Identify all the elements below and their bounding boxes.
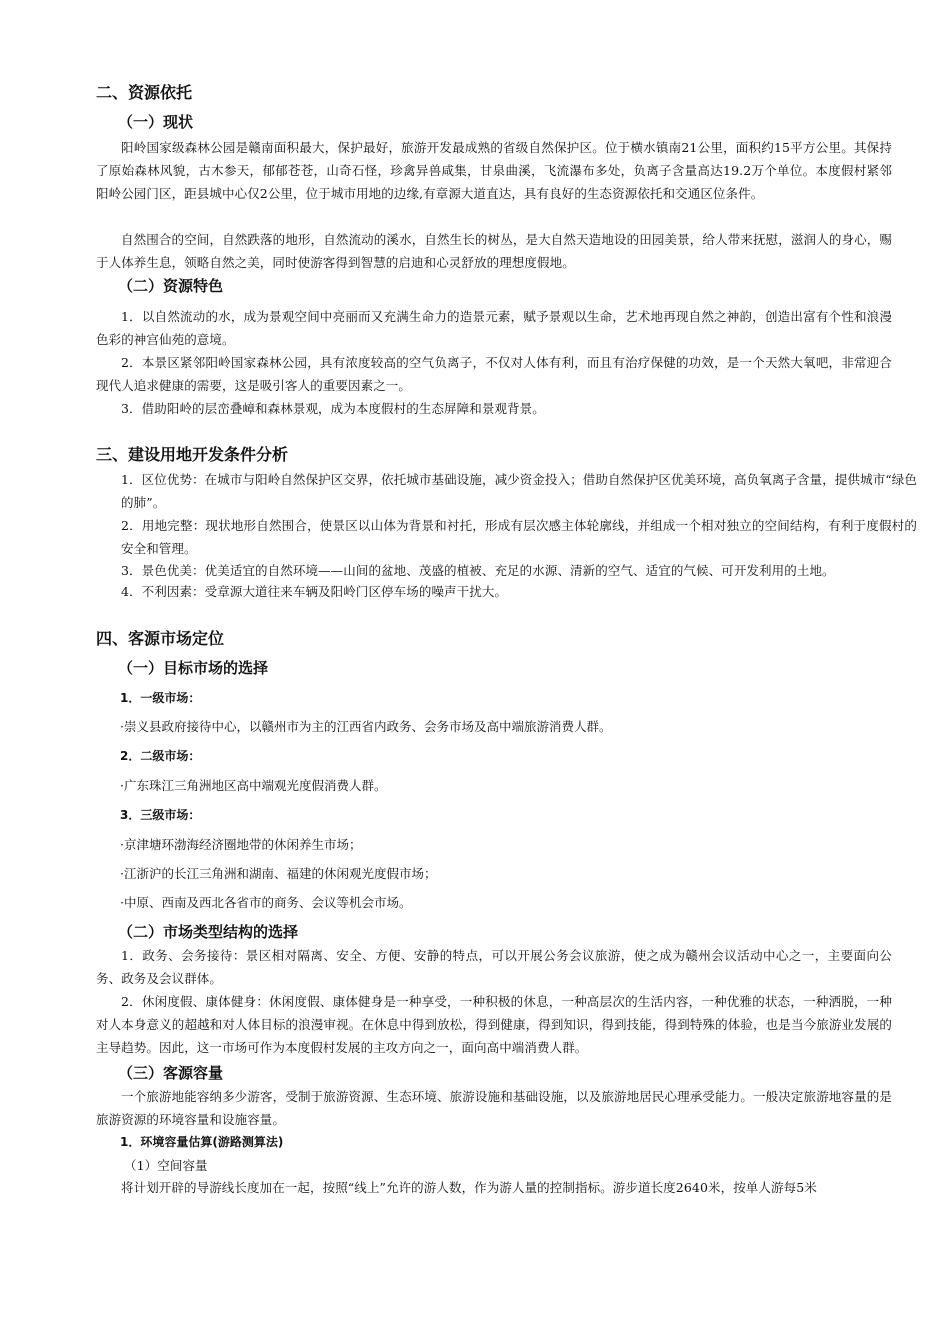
subsection-title-capacity: （三）客源容量	[118, 1064, 224, 1082]
section-title-land: 三、建设用地开发条件分析	[96, 445, 289, 464]
subsection-title-status: （一）现状	[118, 113, 194, 131]
paragraph-structure-2: 2．休闲度假、康体健身：休闲度假、康体健身是一种享受，一种积极的休息，一种高层次的生活内容，一种优雅的状态，一种洒脱，一种对人本身意义的超越和对人体目标的浪漫审视。在休息中得到放松，得到健康，得到知识，得到技能，得到特殊的体验，也是当今旅游业发展的主导趋势。因此，这一市场可作为本度假村发展的主攻方向之一，面向高中端消费人群。	[96, 994, 892, 1055]
section-title-market: 四、客源市场定位	[96, 629, 225, 648]
paragraph-status-1: 阳岭国家级森林公园是赣南面积最大，保护最好，旅游开发最成熟的省级自然保护区。位于横水镇南21公里，面积约15平方公里。其保持了原始森林风貌，古木参天，郁郁苍苍，山奇石怪，珍禽异兽咸集，甘泉曲溪，飞流瀑布多处，负离子含量高达19.2万个单位。本度假村紧邻阳岭公园门区，距县城中心仅2公里，位于城市用地的边缘,有章源大道直达，具有良好的生态资源依托和交通区位条件。	[96, 140, 892, 201]
paragraph-feature-2: 2．本景区紧邻阳岭国家森林公园，具有浓度较高的空气负离子，不仅对人体有利，而且有治疗保健的功效，是一个天然大氧吧，非常迎合现代人追求健康的需要，这是吸引客人的重要因素之一。	[96, 355, 892, 393]
paragraph-feature-3: 3．借助阳岭的层峦叠嶂和森林景观，成为本度假村的生态屏障和景观背景。	[121, 401, 545, 416]
capacity-estimate-heading: 1．环境容量估算(游路测算法)	[120, 1135, 284, 1149]
market-tier-3-item-3: ·中原、西南及西北各省市的商务、会议等机会市场。	[120, 895, 412, 910]
paragraph-structure-1: 1．政务、会务接待：景区相对隔离、安全、方便、安静的特点，可以开展公务会议旅游，使之成为赣州会议活动中心之一，主要面向公务、政务及会议群体。	[96, 948, 892, 986]
market-tier-2-title: 2．二级市场：	[120, 749, 201, 763]
section-title-resources: 二、资源依托	[96, 83, 193, 102]
capacity-space-heading: （1）空间容量	[124, 1158, 208, 1173]
paragraph-capacity-2: 将计划开辟的导游线长度加在一起，按照“线上”允许的游人数，作为游人量的控制指标。游步道长度2640米，按单人游每5米	[121, 1180, 817, 1195]
market-tier-3-item-1: ·京津塘环渤海经济圈地带的休闲养生市场；	[120, 837, 362, 852]
market-tier-2-item: ·广东珠江三角洲地区高中端观光度假消费人群。	[120, 778, 387, 793]
paragraph-capacity-1: 一个旅游地能容纳多少游客，受制于旅游资源、生态环境、旅游设施和基础设施，以及旅游地居民心理承受能力。一般决定旅游地容量的是旅游资源的环境容量和设施容量。	[96, 1089, 892, 1127]
market-tier-3-title: 3．三级市场：	[120, 808, 201, 822]
market-tier-1-title: 1．一级市场：	[120, 691, 201, 705]
paragraph-feature-1: 1．以自然流动的水，成为景观空间中亮丽而又充满生命力的造景元素，赋予景观以生命，艺术地再现自然之神韵，创造出富有个性和浪漫色彩的神宫仙苑的意境。	[96, 309, 892, 347]
paragraph-status-2: 自然围合的空间，自然跌落的地形，自然流动的溪水，自然生长的树丛，是大自然天造地设的田园美景，给人带来抚慰，滋润人的身心，赐于人体养生息，领略自然之美，同时使游客得到智慧的启迪和心灵舒放的理想度假地。	[96, 232, 892, 270]
subsection-title-target: （一）目标市场的选择	[118, 659, 269, 677]
paragraph-land-4: 4．不利因素：受章源大道往来车辆及阳岭门区停车场的噪声干扰大。	[121, 584, 508, 599]
paragraph-land-3: 3．景色优美：优美适宜的自然环境——山间的盆地、茂盛的植被、充足的水源、清新的空气、适宜的气候、可开发利用的土地。	[121, 563, 835, 578]
market-tier-1-item: ·崇义县政府接待中心，以赣州市为主的江西省内政务、会务市场及高中端旅游消费人群。	[120, 719, 612, 734]
paragraph-land-1: 1．区位优势：在城市与阳岭自然保护区交界，依托城市基础设施，减少资金投入；借助自然保护区优美环境，高负氧离子含量，提供城市“绿色的肺”。	[121, 472, 917, 510]
market-tier-3-item-2: ·江浙沪的长江三角洲和湖南、福建的休闲观光度假市场；	[120, 866, 437, 881]
subsection-title-structure: （二）市场类型结构的选择	[118, 923, 299, 941]
paragraph-land-2: 2．用地完整：现状地形自然围合，使景区以山体为背景和衬托，形成有层次感主体轮廓线，并组成一个相对独立的空间结构，有利于度假村的安全和管理。	[121, 518, 917, 556]
subsection-title-features: （二）资源特色	[118, 277, 224, 295]
